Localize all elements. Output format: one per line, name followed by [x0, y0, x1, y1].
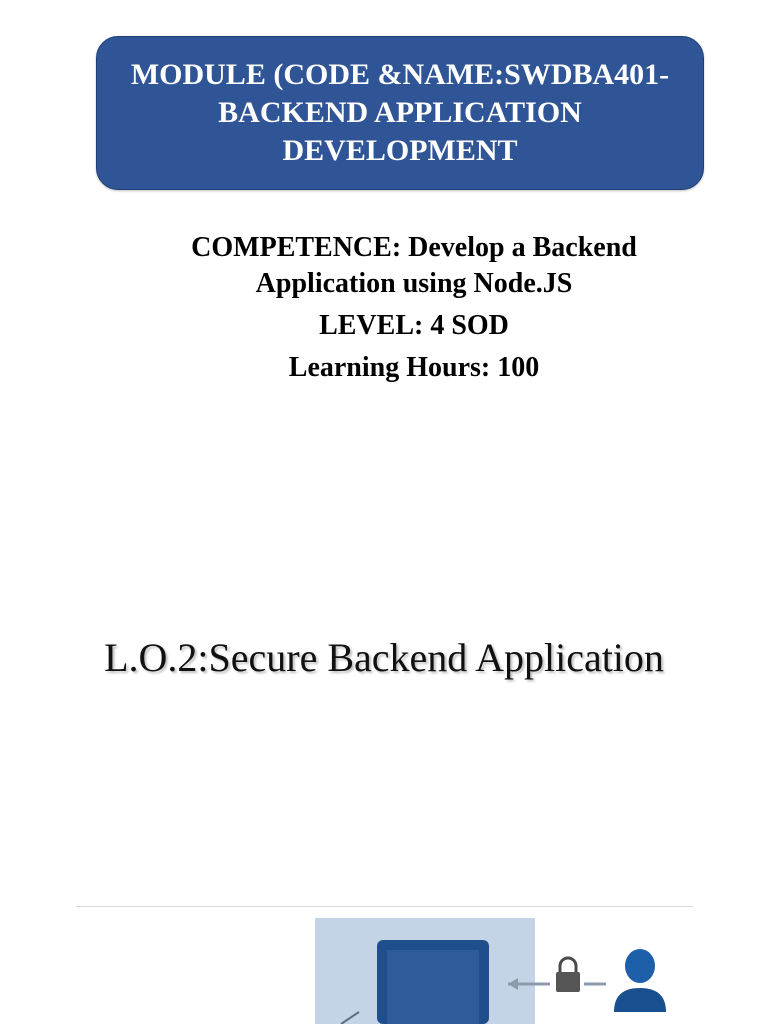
module-title-line-2: BACKEND APPLICATION [218, 96, 582, 129]
learning-outcome-title: L.O.2:Secure Backend Application [104, 635, 664, 680]
lock-icon [504, 956, 608, 996]
module-header-box [96, 36, 704, 190]
laptop-icon [315, 918, 535, 1024]
learning-hours-text: Learning Hours: 100 [288, 352, 540, 383]
competence-line-1: COMPETENCE: Develop a Backend [191, 232, 637, 263]
user-icon [606, 946, 674, 1024]
section-divider [76, 906, 693, 907]
security-illustration [315, 918, 535, 1024]
module-title-line-1: MODULE (CODE &NAME:SWDBA401- [130, 58, 670, 91]
competence-line-2: Application using Node.JS [255, 268, 573, 299]
module-title-line-3: DEVELOPMENT [282, 134, 518, 167]
level-text: LEVEL: 4 SOD [319, 310, 509, 341]
competence-block [60, 230, 768, 386]
